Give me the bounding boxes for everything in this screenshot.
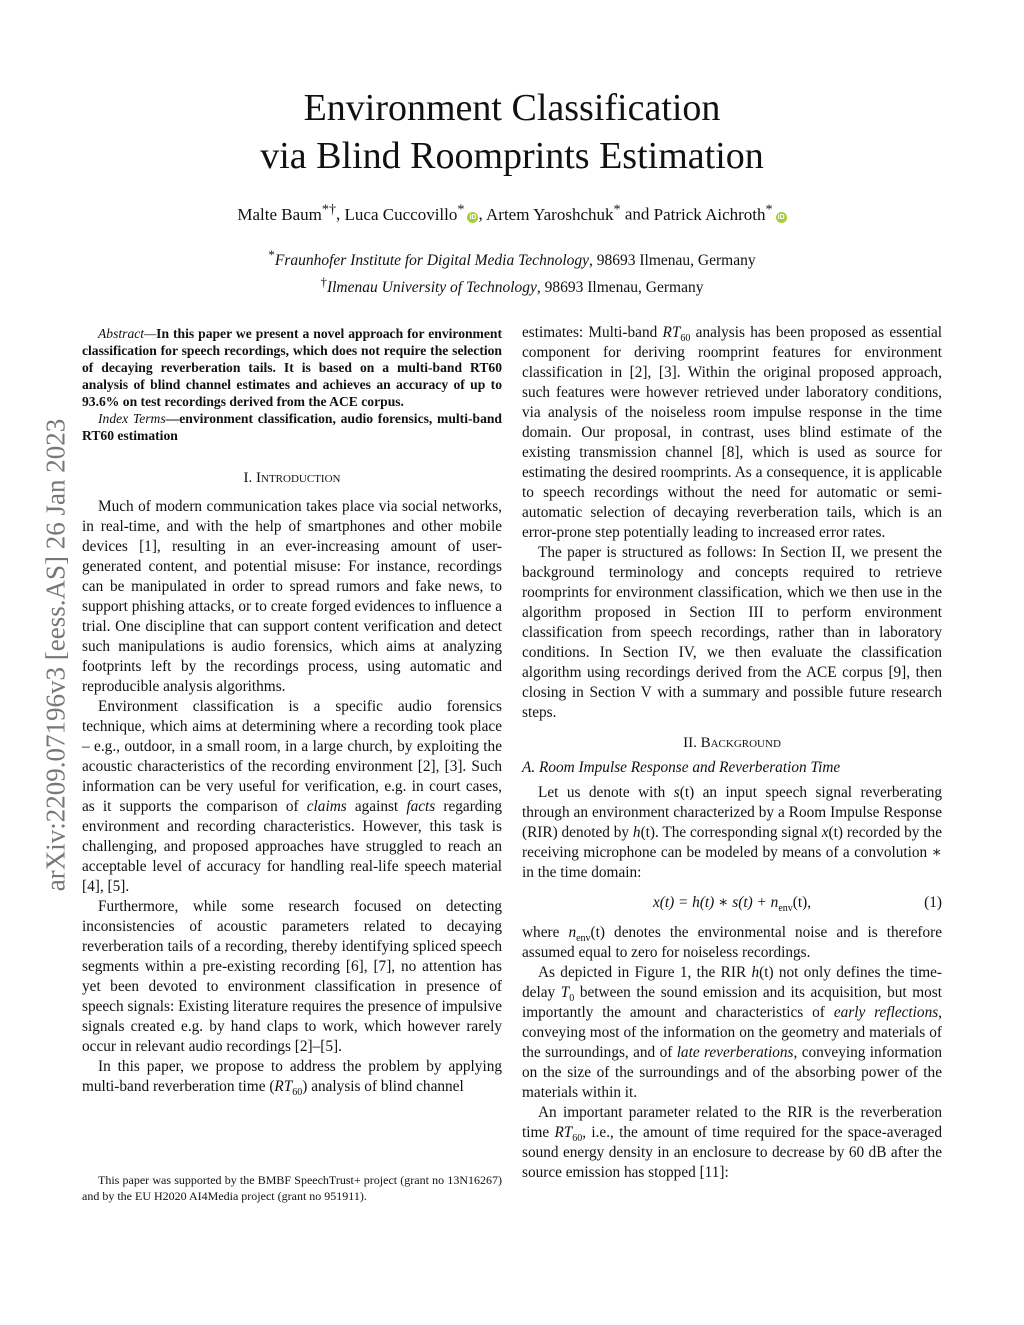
- equation-number: (1): [924, 894, 942, 911]
- author-list: Malte Baum*†, Luca Cuccovillo*iD , Artem Yaroshchuk* and Patrick Aichroth*iD: [237, 201, 785, 224]
- paragraph: Furthermore, while some research focused on detecting inconsistencies of acoustic parameters related to decaying reverberation tails of a recording, thereby identifying spliced speech segments within a pre-existing recording [6], [7], no attention has yet been devoted to environment classification in presence of speech signals: Existing literature requires the presence of impulsive signals created e.g. by hand claps to work, which however rarely occur in relevant audio recordings [2]–[5].: [82, 898, 502, 1055]
- subsection-heading: A. Room Impulse Response and Reverberation Time: [522, 759, 841, 776]
- author: Luca Cuccovillo*iD: [344, 201, 477, 224]
- footnote: This paper was supported by the BMBF SpeechTrust+ project (grant no 13N16267) and by the EU H2020 AI4Media project (grant no 951911).: [82, 1173, 502, 1203]
- author: Patrick Aichroth*iD: [653, 201, 785, 224]
- orcid-icon[interactable]: iD: [469, 213, 477, 221]
- affiliation: *Fraunhofer Institute for Digital Media Technology, 98693 Ilmenau, Germany: [268, 247, 756, 270]
- paragraph: An important parameter related to the RIR is the reverberation time $RT_{60}$, i.e., the amount of time required for the space-averaged sound energy density in an enclosure to decrease by 60 dB after the source emission has stopped [11]:: [522, 1104, 942, 1181]
- abstract: Abstract—In this paper we present a novel approach for environment classification for speech recordings, which does not require the selection of decaying reverberation tails. It is based on a multi-band RT60 analysis of blind channel estimates and achieves an accuracy of up to 93.6% on test recordings derived from the ACE corpus. Index Terms—environment classification, audio forensics, multi-band RT60 estimation: [82, 326, 502, 443]
- paragraph: estimates: Multi-band $RT_{60}$ analysis has been proposed as essential component for deriving roomprint features for environment classification in [2], [3]. Within the original proposed approach, such features were however retrieved under laboratory conditions, via analysis of the noiseless room impulse response in the time domain. Our proposal, in contrast, uses blind estimate of the existing transmission channel [8], which is used as source for estimating the desired roomprints. As a consequence, it is applicable to speech recordings without the need for automatic or semi-automatic selection of decaying reverberation tails, which is an error-prone step potentially leading to increased error rates.: [522, 324, 942, 541]
- paragraph: In this paper, we propose to address the problem by applying multi-band reverberation time $(RT_{60})$ analysis of blind channel: [82, 1058, 502, 1099]
- left-column: [82, 325, 502, 1097]
- orcid-icon[interactable]: iD: [777, 213, 785, 221]
- affiliations: [0, 244, 1024, 298]
- section-heading: II. Background: [683, 735, 781, 751]
- equation-1: x(t) = h(t) ∗ $s(t) + n_{env}(t)$, (1): [652, 894, 942, 915]
- paragraph: where $n_{env}(t)$ denotes the environmental noise and is therefore assumed equal to zero for noiseless recordings.: [522, 924, 942, 961]
- paragraph: Let us denote with s(t) an input speech signal reverberating through an environment characterized by a Room Impulse Response (RIR) denoted by h(t). The corresponding signal x(t) recorded by the receiving microphone can be modeled by means of a convolution ∗ in the time domain:: [522, 784, 942, 881]
- author: Artem Yaroshchuk*: [486, 201, 621, 224]
- section-heading: I. Introduction: [243, 470, 341, 486]
- affiliation: †Ilmenau University of Technology, 98693 Ilmenau, Germany: [320, 274, 704, 297]
- paragraph: Environment classification is a specific audio forensics technique, which aims at determining where a recording took place – e.g., outdoor, in a small room, in a large church, by exploiting the acoustic characteristics of the recording environment [2], [3]. Such information can be very useful for verification, e.g. in court cases, as it supports the comparison of claims against facts regarding environment and recording characteristics. However, this task is challenging, and proposed approaches have struggled to reach an acceptable level of accuracy for handling real-life speech material [4], [5].: [82, 698, 502, 895]
- paragraph: As depicted in Figure 1, the RIR h(t) not only defines the time-delay $T_0$ between the sound emission and its acquisition, but most importantly the amount and characteristics of early reflections, conveying most of the information on the geometry and materials of the surroundings, and of late reverberations, conveying information on the size of the surroundings and of the absorbing power of the materials within it.: [522, 964, 943, 1101]
- arxiv-identifier: arXiv:2209.07196v3 [eess.AS] 26 Jan 2023: [40, 418, 71, 892]
- right-column: [522, 323, 942, 1183]
- paper-title: Environment Classification via Blind Roomprints Estimation: [260, 87, 764, 177]
- author: Malte Baum*†: [237, 201, 337, 224]
- paragraph: The paper is structured as follows: In Section II, we present the background terminology and concepts required to retrieve roomprints for environment classification, which we then use in the algorithm proposed in Section III to perform environment classification from speech recordings, rather than in laboratory conditions. In Section IV, we then evaluate the classification algorithm using recordings derived from the ACE corpus [9], then closing in Section V with a summary and possible future research steps.: [522, 544, 942, 721]
- paragraph: Much of modern communication takes place via social networks, in real-time, and with the help of smartphones and other mobile devices [1], resulting in an ever-increasing amount of user-generated content, and potential misuse: For instance, recordings can be manipulated in order to spread rumors and fake news, to support phishing attacks, or to create forged evidences to influence a trial. One discipline that can support content verification and detect such manipulations is audio forensics, which aims at analyzing footprints left by the recordings process, using automatic and reproducible analysis algorithms.: [82, 498, 502, 695]
